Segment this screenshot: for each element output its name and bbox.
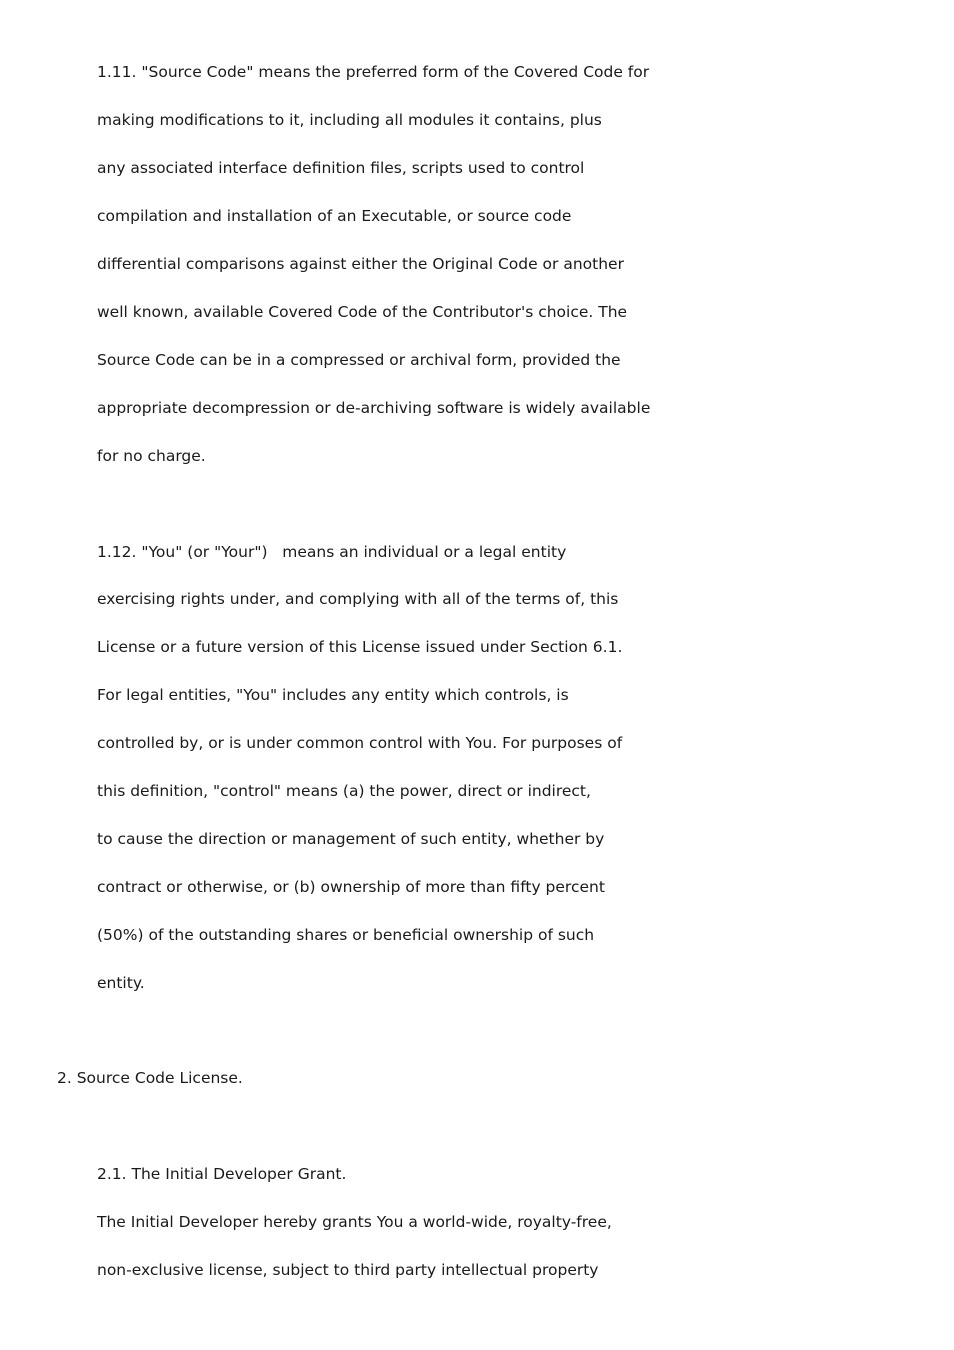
section-heading-2-1: 2.1. The Initial Developer Grant.	[97, 1165, 347, 1183]
text-line: The Initial Developer hereby grants You a world-wide, royalty-free,	[97, 1213, 612, 1231]
text-line: for no charge.	[97, 447, 206, 465]
text-line: making modifications to it, including all modules it contains, plus	[97, 111, 602, 129]
text-line: Source Code can be in a compressed or archival form, provided the	[97, 351, 621, 369]
text-line: For legal entities, "You" includes any entity which controls, is	[97, 686, 569, 704]
text-line: compilation and installation of an Executable, or source code	[97, 207, 572, 225]
text-line: appropriate decompression or de-archiving software is widely available	[97, 399, 651, 417]
text-line: (50%) of the outstanding shares or beneficial ownership of such	[97, 926, 595, 944]
text-line: 1.12. "You" (or "Your") means an individual or a legal entity	[97, 543, 567, 561]
text-line: any associated interface definition files, scripts used to control	[97, 159, 585, 177]
text-line: License or a future version of this License issued under Section 6.1.	[97, 638, 623, 656]
text-line: differential comparisons against either the Original Code or another	[97, 255, 624, 273]
text-line: 1.11. "Source Code" means the preferred form of the Covered Code for	[97, 63, 650, 81]
section-heading-2: 2. Source Code License.	[57, 1069, 243, 1087]
text-line: exercising rights under, and complying with all of the terms of, this	[97, 590, 619, 608]
text-line: well known, available Covered Code of the Contributor's choice. The	[97, 303, 628, 321]
text-line: contract or otherwise, or (b) ownership of more than fifty percent	[97, 878, 605, 896]
text-line: this definition, "control" means (a) the power, direct or indirect,	[97, 782, 591, 800]
text-line: controlled by, or is under common control with You. For purposes of	[97, 734, 623, 752]
text-line: entity.	[97, 974, 145, 992]
text-line: to cause the direction or management of such entity, whether by	[97, 830, 605, 848]
text-line: non-exclusive license, subject to third party intellectual property	[97, 1261, 599, 1279]
